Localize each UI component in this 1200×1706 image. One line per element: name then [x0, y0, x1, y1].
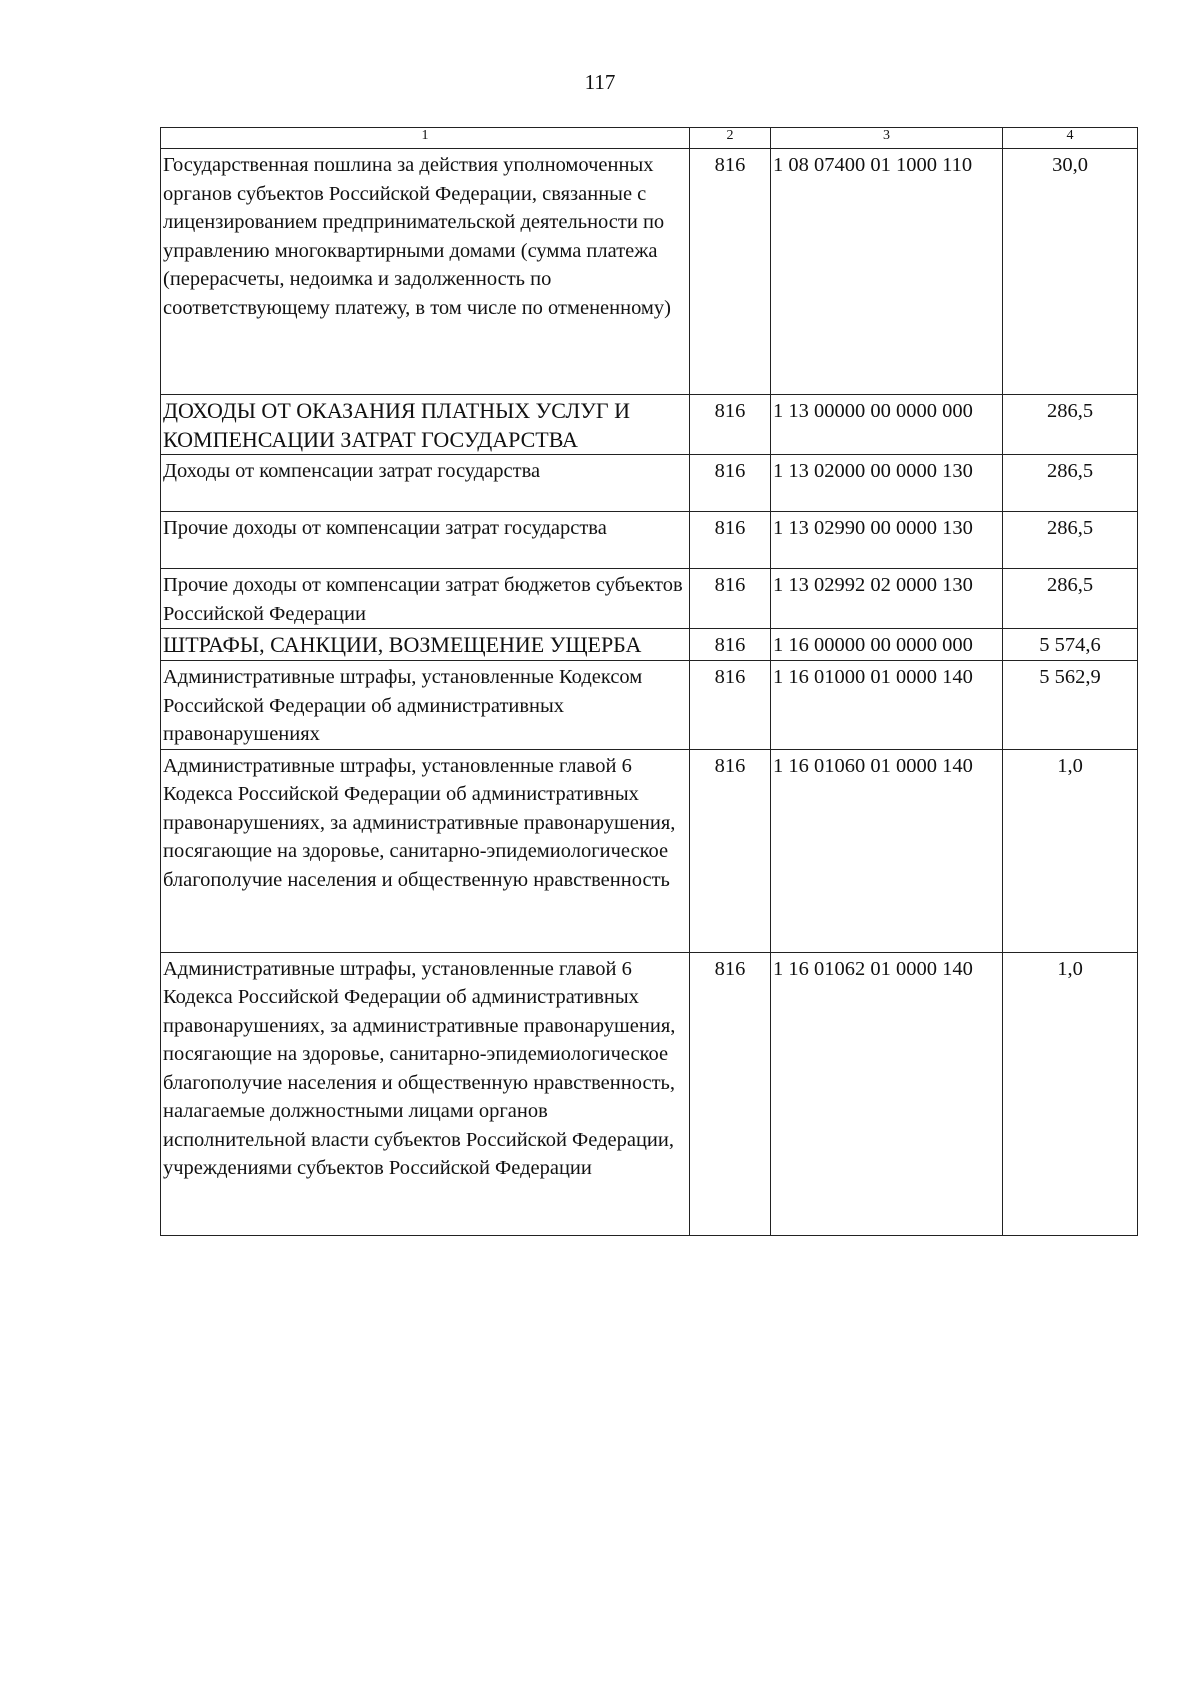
table-row: [161, 749, 1138, 952]
row-amount: 5 574,6: [1003, 629, 1138, 661]
row-name: ДОХОДЫ ОТ ОКАЗАНИЯ ПЛАТНЫХ УСЛУГ И КОМПЕНСАЦИИ ЗАТРАТ ГОСУДАРСТВА: [161, 395, 690, 455]
row-admin-code: 816: [690, 629, 771, 661]
row-kbk-code: 1 13 00000 00 0000 000: [771, 395, 1003, 455]
table-row: [161, 149, 1138, 395]
revenue-table: [160, 127, 1138, 1236]
table-header-row: [161, 128, 1138, 149]
row-admin-code: 816: [690, 661, 771, 750]
row-name: ШТРАФЫ, САНКЦИИ, ВОЗМЕЩЕНИЕ УЩЕРБА: [161, 629, 690, 661]
column-header-admin-code: 2: [690, 128, 771, 149]
row-admin-code: 816: [690, 569, 771, 629]
row-kbk-code: 1 16 00000 00 0000 000: [771, 629, 1003, 661]
row-admin-code: 816: [690, 149, 771, 395]
row-amount: 1,0: [1003, 952, 1138, 1235]
table-row: [161, 661, 1138, 750]
table-row: [161, 569, 1138, 629]
row-name: Государственная пошлина за действия уполномоченных органов субъектов Российской Федерации, связанные с лицензированием предпринимательской деятельности по управлению многоквартирными домами (сумма платежа (перерасчеты, недоимка и задолженность по соответствующему платежу, в том числе по отмененному): [161, 149, 690, 395]
row-kbk-code: 1 16 01000 01 0000 140: [771, 661, 1003, 750]
table-row: [161, 455, 1138, 512]
column-header-kbk: 3: [771, 128, 1003, 149]
row-name: Прочие доходы от компенсации затрат государства: [161, 512, 690, 569]
row-amount: 1,0: [1003, 749, 1138, 952]
column-header-name: 1: [161, 128, 690, 149]
row-kbk-code: 1 13 02000 00 0000 130: [771, 455, 1003, 512]
row-admin-code: 816: [690, 395, 771, 455]
row-admin-code: 816: [690, 512, 771, 569]
row-admin-code: 816: [690, 455, 771, 512]
row-name: Административные штрафы, установленные главой 6 Кодекса Российской Федерации об административных правонарушениях, за административные правонарушения, посягающие на здоровье, санитарно-эпидемиологическое благополучие населения и общественную нравственность, налагаемые должностными лицами органов исполнительной власти субъектов Российской Федерации, учреждениями субъектов Российской Федерации: [161, 952, 690, 1235]
row-name: Прочие доходы от компенсации затрат бюджетов субъектов Российской Федерации: [161, 569, 690, 629]
row-kbk-code: 1 16 01060 01 0000 140: [771, 749, 1003, 952]
row-amount: 286,5: [1003, 569, 1138, 629]
row-kbk-code: 1 16 01062 01 0000 140: [771, 952, 1003, 1235]
table-row: [161, 512, 1138, 569]
row-admin-code: 816: [690, 952, 771, 1235]
row-admin-code: 816: [690, 749, 771, 952]
table-row: [161, 395, 1138, 455]
row-amount: 5 562,9: [1003, 661, 1138, 750]
page-number: 117: [584, 70, 616, 94]
row-name: Административные штрафы, установленные главой 6 Кодекса Российской Федерации об административных правонарушениях, за административные правонарушения, посягающие на здоровье, санитарно-эпидемиологическое благополучие населения и общественную нравственность: [161, 749, 690, 952]
table-row: [161, 952, 1138, 1235]
row-kbk-code: 1 13 02990 00 0000 130: [771, 512, 1003, 569]
row-amount: 286,5: [1003, 512, 1138, 569]
table-row: [161, 629, 1138, 661]
row-kbk-code: 1 08 07400 01 1000 110: [771, 149, 1003, 395]
row-kbk-code: 1 13 02992 02 0000 130: [771, 569, 1003, 629]
row-amount: 30,0: [1003, 149, 1138, 395]
row-name: Доходы от компенсации затрат государства: [161, 455, 690, 512]
table-body: [161, 149, 1138, 1236]
row-name: Административные штрафы, установленные Кодексом Российской Федерации об административных правонарушениях: [161, 661, 690, 750]
row-amount: 286,5: [1003, 455, 1138, 512]
column-header-amount: 4: [1003, 128, 1138, 149]
row-amount: 286,5: [1003, 395, 1138, 455]
